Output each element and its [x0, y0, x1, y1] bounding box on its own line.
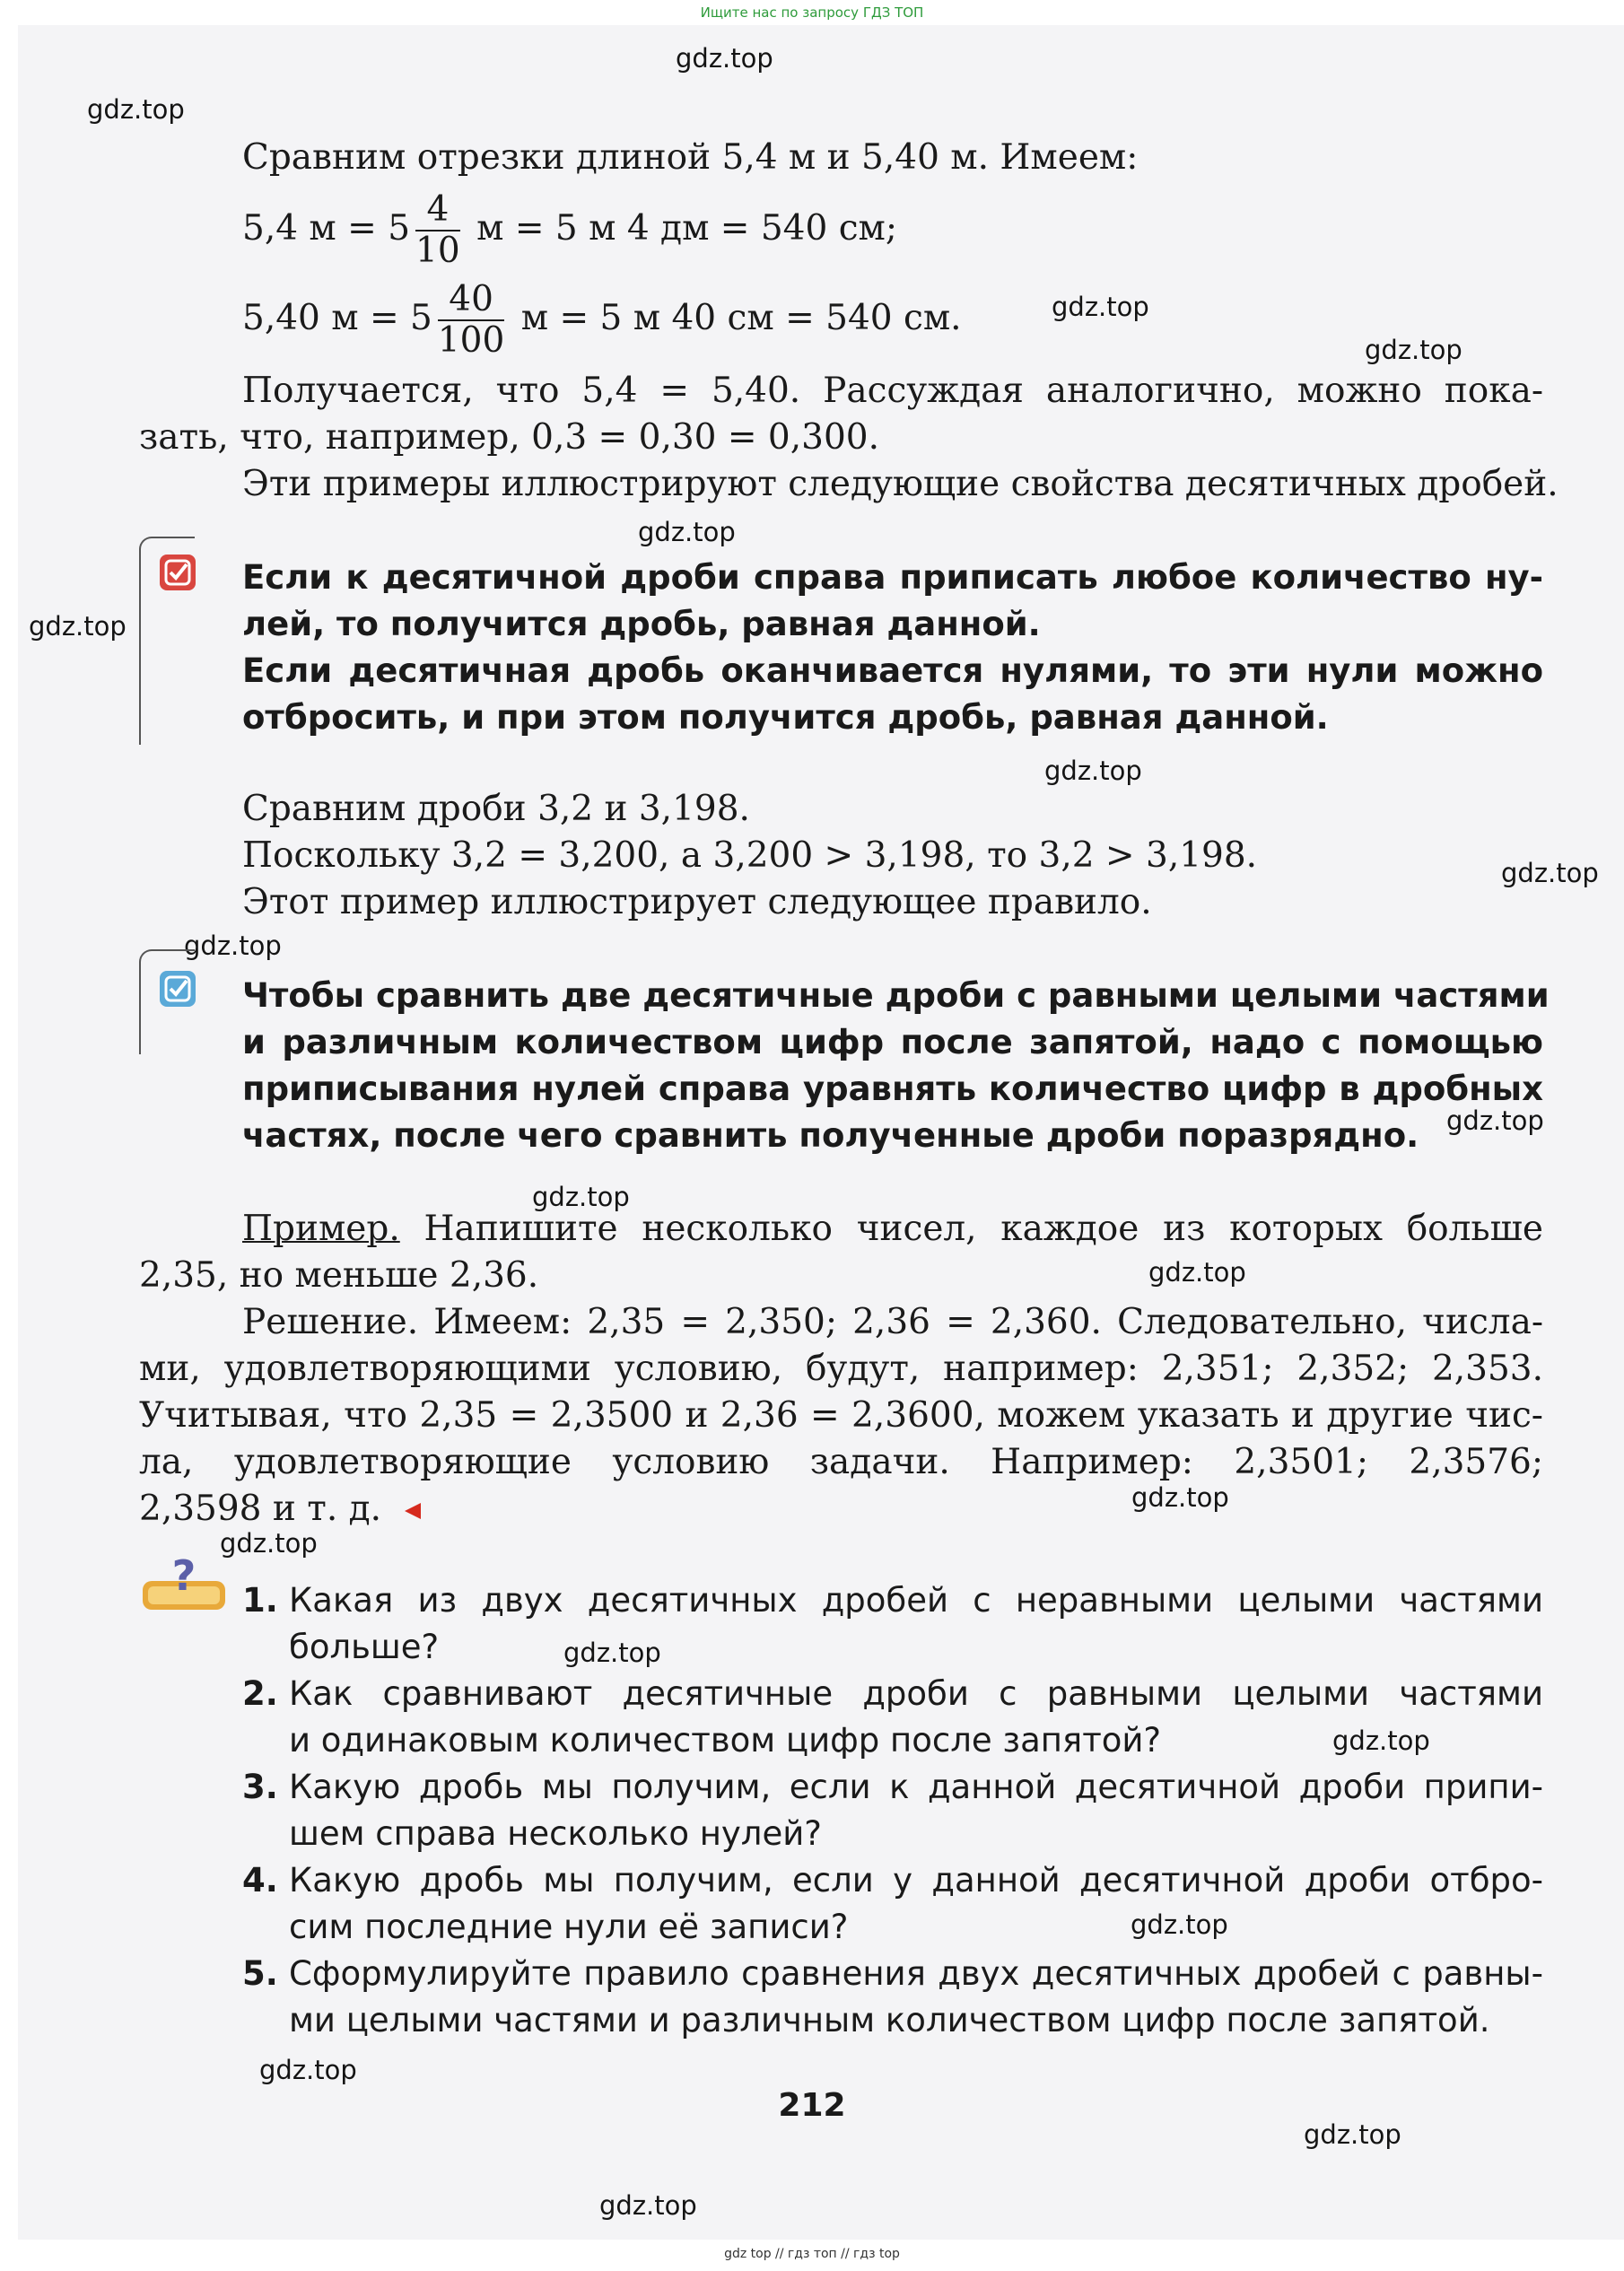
question-text: Какая из двух десятичных дробей с неравными целыми частями: [289, 1581, 1543, 1620]
question-line: [242, 1857, 1543, 1904]
example-end-text: 2,3598 и т. д.: [139, 1489, 382, 1529]
question-number: 5.: [242, 1954, 278, 1993]
rule-text: приписывания нулей справа уравнять количество цифр в дробных: [242, 1070, 1543, 1108]
paragraph-line: Эти примеры иллюстрируют следующие свойства десятичных дробей.: [242, 464, 1559, 504]
equation-line: [242, 190, 1543, 271]
top-banner[interactable]: Ищите нас по запросу ГДЗ ТОП: [700, 4, 924, 21]
paragraph-line: Сравним дроби 3,2 и 3,198.: [242, 789, 750, 829]
example-line: ми, удовлетворяющими условию, будут, например: 2,351; 2,352; 2,353.: [139, 1349, 1543, 1389]
watermark: gdz.top: [638, 517, 736, 547]
rule-text: лей, то получится дробь, равная данной.: [242, 605, 1041, 643]
question-line: и одинаковым количеством цифр после запятой?: [289, 1721, 1162, 1760]
question-line: ми целыми частями и различным количеством цифр после запятой.: [289, 2001, 1490, 2040]
rule-check-blue-icon: [160, 971, 196, 1007]
example-text: Напишите несколько чисел, каждое из которых больше: [399, 1209, 1543, 1249]
rule-text: частях, после чего сравнить полученные дроби поразрядно.: [242, 1116, 1419, 1155]
rule-text: Если к десятичной дроби справа приписать любое количество ну-: [242, 558, 1543, 597]
question-number: 1.: [242, 1581, 278, 1620]
example-label: Пример.: [242, 1209, 400, 1249]
paragraph-line: Получается, что 5,4 = 5,40. Рассуждая аналогично, можно пока-: [242, 371, 1543, 411]
watermark: gdz.top: [1131, 1482, 1229, 1513]
page-number: 212: [778, 2087, 846, 2124]
watermark: gdz.top: [184, 930, 282, 961]
example-line: Учитывая, что 2,35 = 2,3500 и 2,36 = 2,3600, можем указать и другие чис-: [139, 1395, 1543, 1436]
watermark: gdz.top: [676, 43, 773, 74]
equation-left: 5,40 м = 5: [242, 298, 432, 338]
watermark: gdz.top: [1501, 858, 1599, 888]
watermark: gdz.top: [87, 94, 185, 125]
watermark: gdz.top: [259, 2055, 357, 2085]
watermark: gdz.top: [532, 1182, 630, 1212]
fraction: [415, 190, 460, 271]
question-line: [242, 1764, 1543, 1811]
fraction-numerator: 4: [415, 190, 460, 231]
watermark: gdz.top: [599, 2190, 697, 2221]
question-text: Как сравнивают десятичные дроби с равными целыми частями: [289, 1674, 1543, 1713]
example-line: ла, удовлетворяющие условию задачи. Например: 2,3501; 2,3576;: [139, 1442, 1543, 1482]
paragraph-line: Сравним отрезки длиной 5,4 м и 5,40 м. Имеем:: [242, 137, 1139, 178]
watermark: gdz.top: [29, 611, 127, 642]
svg-text:?: ?: [171, 1551, 196, 1600]
rule-text: отбросить, и при этом получится дробь, равная данной.: [242, 698, 1329, 737]
question-line: больше?: [289, 1628, 440, 1666]
equation-right: м = 5 м 40 см = 540 см.: [520, 298, 962, 338]
rule-text: Чтобы сравнить две десятичные дроби с равными целыми частями: [242, 976, 1550, 1015]
question-line: [242, 1951, 1543, 1997]
rule-check-icon: [160, 555, 196, 590]
example-line: [139, 1486, 1543, 1533]
question-text: Какую дробь мы получим, если у данной десятичной дроби отбро-: [289, 1861, 1543, 1900]
watermark: gdz.top: [1131, 1909, 1228, 1940]
watermark: gdz.top: [1148, 1257, 1246, 1288]
watermark: gdz.top: [1446, 1105, 1544, 1136]
fraction-denominator: 10: [415, 231, 460, 271]
watermark: gdz.top: [1332, 1725, 1430, 1756]
question-number: 3.: [242, 1768, 278, 1806]
watermark: gdz.top: [1044, 756, 1142, 786]
question-text: Сформулируйте правило сравнения двух десятичных дробей с равны-: [289, 1954, 1543, 1993]
question-line: шем справа несколько нулей?: [289, 1814, 822, 1853]
question-number: 2.: [242, 1674, 278, 1713]
bottom-banner[interactable]: gdz top // гдз топ // гдз top: [724, 2247, 900, 2261]
question-text: Какую дробь мы получим, если к данной десятичной дроби припи-: [289, 1768, 1543, 1806]
question-number: 4.: [242, 1861, 278, 1900]
equation-right: м = 5 м 4 дм = 540 см;: [476, 208, 898, 249]
example-line: 2,35, но меньше 2,36.: [139, 1255, 539, 1296]
end-triangle-icon: [401, 1500, 423, 1522]
paragraph-line: зать, что, например, 0,3 = 0,30 = 0,300.: [139, 417, 879, 458]
equation-line: [242, 280, 1543, 361]
watermark: gdz.top: [563, 1638, 661, 1668]
watermark: gdz.top: [1304, 2119, 1401, 2150]
rule-text: и различным количеством цифр после запятой, надо с помощью: [242, 1023, 1543, 1061]
paragraph-line: Этот пример иллюстрирует следующее правило.: [242, 882, 1152, 922]
rule-text: Если десятичная дробь оканчивается нулями, то эти нули можно: [242, 651, 1543, 690]
equation-left: 5,4 м = 5: [242, 208, 411, 249]
fraction-denominator: 100: [437, 320, 505, 361]
question-mark-icon: [139, 1550, 229, 1615]
watermark: gdz.top: [1052, 292, 1149, 322]
example-line: [242, 1206, 1543, 1253]
example-line: Решение. Имеем: 2,35 = 2,350; 2,36 = 2,360. Следовательно, числа-: [242, 1302, 1543, 1342]
question-line: сим последние нули её записи?: [289, 1908, 849, 1946]
question-line: [242, 1671, 1543, 1717]
question-line: [242, 1577, 1543, 1624]
watermark: gdz.top: [220, 1528, 318, 1559]
watermark: gdz.top: [1365, 335, 1462, 365]
fraction-numerator: 40: [438, 280, 504, 321]
paragraph-line: Поскольку 3,2 = 3,200, а 3,200 > 3,198, то 3,2 > 3,198.: [242, 835, 1258, 876]
fraction: [438, 280, 504, 361]
